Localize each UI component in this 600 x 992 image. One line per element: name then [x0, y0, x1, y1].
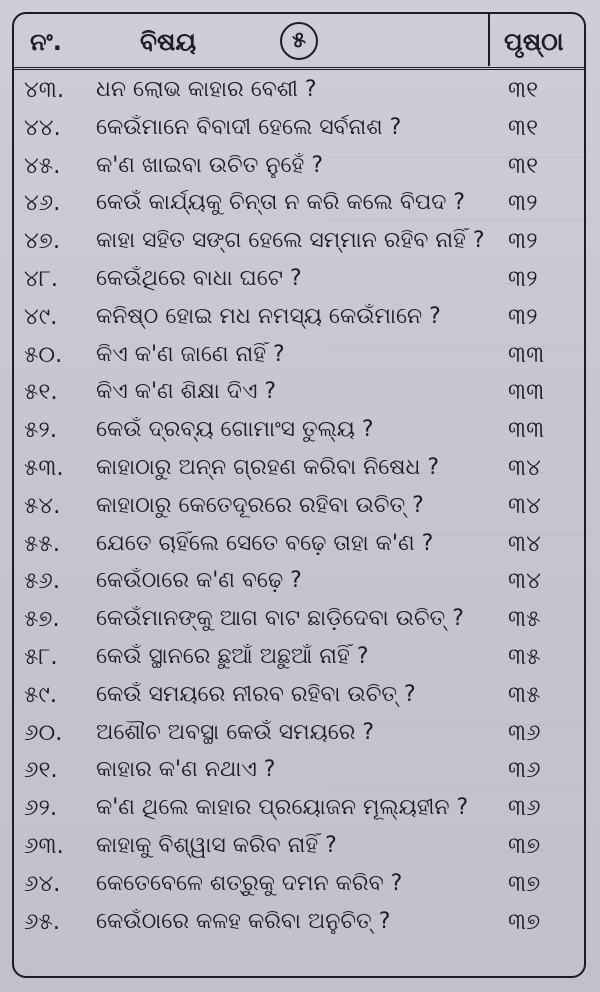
- index-row: [14, 828, 584, 866]
- entry-number: ୪୭.: [24, 228, 61, 255]
- index-row: [14, 185, 584, 223]
- index-row: [14, 337, 584, 375]
- entry-question: କେଉଁ କାର୍ଯ୍ୟକୁ ଚିନ୍ତା ନ କରି କଲେ ବିପଦ ?: [96, 190, 466, 216]
- entry-page-number: ୩୬: [508, 719, 541, 746]
- column-header-page: ପୃଷ୍ଠା: [504, 27, 564, 56]
- index-row: [14, 601, 584, 639]
- entry-number: ୫୯.: [24, 681, 58, 708]
- entry-question: ଅଶୌଚ ଅବସ୍ଥା କେଉଁ ସମୟରେ ?: [96, 719, 375, 745]
- entry-question: କିଏ କ'ଣ ଜାଣେ ନାହିଁ ?: [96, 341, 285, 367]
- entry-page-number: ୩୪: [508, 568, 541, 595]
- table-header: [14, 14, 584, 70]
- index-row: [14, 261, 584, 299]
- index-row: [14, 715, 584, 753]
- index-row: [14, 752, 584, 790]
- index-row: [14, 374, 584, 412]
- header-divider: [488, 14, 490, 66]
- index-entries: [14, 72, 584, 941]
- entry-number: ୫୭.: [24, 606, 60, 633]
- entry-number: ୪୪.: [24, 114, 61, 141]
- entry-page-number: ୩୬: [508, 757, 541, 784]
- index-row: [14, 72, 584, 110]
- index-row: [14, 563, 584, 601]
- entry-question: କେଉଁଥିରେ ବାଧା ଘଟେ ?: [96, 265, 302, 291]
- entry-page-number: ୩୭: [508, 908, 541, 935]
- entry-question: କେଉଁ ସ୍ଥାନରେ ଛୁଆଁ ଅଛୁଆଁ ନାହିଁ ?: [96, 643, 369, 669]
- entry-page-number: ୩୪: [508, 492, 541, 519]
- entry-page-number: ୩୪: [508, 454, 541, 481]
- entry-number: ୬୫.: [24, 908, 61, 935]
- column-header-number: ନଂ.: [30, 28, 62, 56]
- entry-number: ୫୬.: [24, 568, 61, 595]
- entry-question: କେଉଁ ଦ୍ରବ୍ୟ ଗୋମାଂସ ତୁଲ୍ୟ ?: [96, 417, 374, 443]
- index-row: [14, 904, 584, 942]
- entry-page-number: ୩୨: [508, 303, 538, 330]
- entry-question: କାହାଠାରୁ ଅନ୍ନ ଗ୍ରହଣ କରିବା ନିଷେଧ ?: [96, 454, 440, 480]
- entry-number: ୫୪.: [24, 492, 61, 519]
- index-row: [14, 526, 584, 564]
- entry-page-number: ୩୭: [508, 832, 541, 859]
- entry-number: ୬୪.: [24, 870, 61, 897]
- entry-question: ଧନ ଲୋଭ କାହାର ବେଶୀ ?: [96, 77, 317, 102]
- entry-question: କାହା ସହିତ ସଙ୍ଗ ହେଲେ ସମ୍ମାନ ରହିବ ନାହିଁ ?: [96, 228, 485, 254]
- entry-question: କାହାଠାରୁ କେତେଦୂରରେ ରହିବା ଉଚିତ୍ ?: [96, 492, 424, 518]
- entry-page-number: ୩୫: [508, 643, 541, 670]
- entry-number: ୬୩.: [24, 832, 64, 859]
- entry-question: କେଉଁମାନେ ବିବାଦୀ ହେଲେ ସର୍ବନାଶ ?: [96, 114, 402, 140]
- entry-page-number: ୩୪: [508, 530, 541, 557]
- entry-question: କ'ଣ ଖାଇବା ଉଚିତ ନୁହେଁ ?: [96, 152, 324, 178]
- entry-page-number: ୩୧: [508, 114, 539, 141]
- entry-number: ୫୨.: [24, 417, 58, 444]
- entry-question: କେଉଁଠାରେ କଳହ କରିବା ଅନୁଚିତ୍ ?: [96, 908, 391, 934]
- index-row: [14, 450, 584, 488]
- entry-page-number: ୩୫: [508, 606, 541, 633]
- index-row: [14, 488, 584, 526]
- entry-question: କେଉଁଠାରେ କ'ଣ ବଢ଼େ ?: [96, 568, 302, 594]
- column-header-subject: ବିଷୟ: [140, 27, 197, 56]
- index-row: [14, 677, 584, 715]
- entry-question: କାହାକୁ ବିଶ୍ୱାସ କରିବ ନାହିଁ ?: [96, 832, 337, 858]
- entry-question: କେଉଁମାନଙ୍କୁ ଆଗ ବାଟ ଛାଡ଼ିଦେବା ଉଚିତ୍ ?: [96, 606, 464, 632]
- index-row: [14, 299, 584, 337]
- entry-number: ୪୯.: [24, 303, 58, 330]
- entry-number: ୫୧.: [24, 379, 58, 406]
- entry-number: ୫୩.: [24, 454, 64, 481]
- index-row: [14, 866, 584, 904]
- entry-page-number: ୩୧: [508, 152, 539, 179]
- entry-question: ଯେତେ ଚାହିଁଲେ ସେତେ ବଢ଼େ ତାହା କ'ଣ ?: [96, 530, 434, 556]
- entry-page-number: ୩୩: [508, 379, 545, 406]
- entry-question: କ'ଣ ଥିଲେ କାହାର ପ୍ରୟୋଜନ ମୂଲ୍ୟହୀନ ?: [96, 795, 469, 821]
- entry-number: ୬୧.: [24, 757, 58, 784]
- entry-question: କାହାର କ'ଣ ନଥାଏ ?: [96, 757, 276, 783]
- entry-page-number: ୩୨: [508, 265, 538, 292]
- entry-question: କେଉଁ ସମୟରେ ନୀରବ ରହିବା ଉଚିତ୍ ?: [96, 681, 416, 707]
- entry-number: ୪୬.: [24, 190, 61, 217]
- entry-page-number: ୩୩: [508, 341, 545, 368]
- index-row: [14, 110, 584, 148]
- entry-number: ୪୮.: [24, 265, 59, 292]
- entry-page-number: ୩୨: [508, 190, 538, 217]
- entry-number: ୫୫.: [24, 530, 61, 557]
- index-row: [14, 639, 584, 677]
- index-row: [14, 412, 584, 450]
- entry-question: କନିଷ୍ଠ ହୋଇ ମଧ ନମସ୍ୟ କେଉଁମାନେ ?: [96, 303, 441, 329]
- part-number-circle: ୫: [280, 22, 318, 60]
- entry-number: ୫୦.: [24, 341, 63, 368]
- entry-number: ୫୮.: [24, 643, 58, 670]
- entry-number: ୬୦.: [24, 719, 63, 746]
- entry-question: କେତେବେଳେ ଶତ୍ରୁକୁ ଦମନ କରିବ ?: [96, 870, 403, 896]
- entry-page-number: ୩୨: [508, 228, 538, 255]
- entry-number: ୬୨.: [24, 795, 58, 822]
- entry-number: ୪୩.: [24, 77, 65, 103]
- index-row: [14, 223, 584, 261]
- entry-page-number: ୩୬: [508, 795, 541, 822]
- entry-number: ୪୫.: [24, 152, 61, 179]
- entry-page-number: ୩୫: [508, 681, 541, 708]
- entry-page-number: ୩୧: [508, 77, 539, 103]
- index-row: [14, 148, 584, 186]
- index-row: [14, 790, 584, 828]
- entry-page-number: ୩୭: [508, 870, 541, 897]
- entry-page-number: ୩୩: [508, 417, 545, 444]
- entry-question: କିଏ କ'ଣ ଶିକ୍ଷା ଦିଏ ?: [96, 379, 277, 405]
